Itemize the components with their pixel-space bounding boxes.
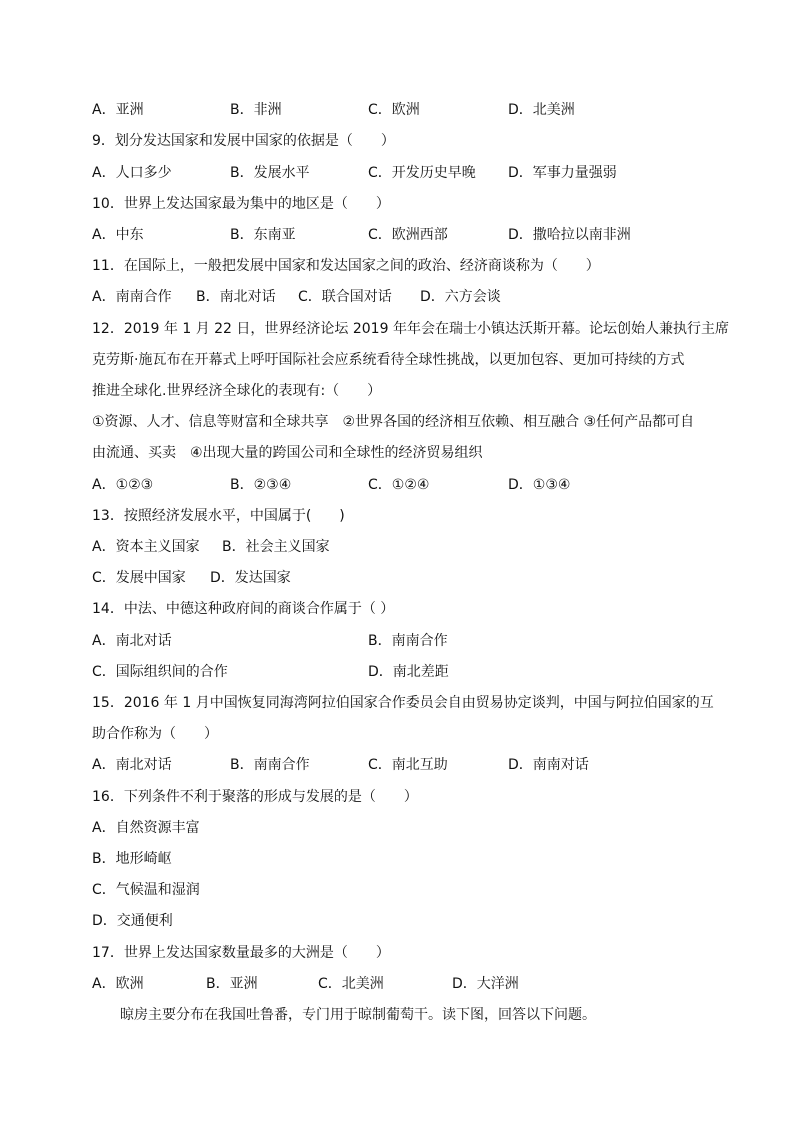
q12-statement-line-1: ①资源、人才、信息等财富和全球共享 ②世界各国的经济相互依赖、相互融合 ③任何产品都可自 xyxy=(92,414,695,430)
q13-option-c: C．发展中国家 xyxy=(92,570,186,586)
q16-option-c: C．气候温和湿润 xyxy=(92,882,200,898)
q8-option-b: B．非洲 xyxy=(230,102,282,118)
q16-option-a: A．自然资源丰富 xyxy=(92,820,200,836)
q12-statement-line-2: 由流通、买卖 ④出现大量的跨国公司和全球性的经济贸易组织 xyxy=(92,445,483,461)
q13-option-d: D．发达国家 xyxy=(210,570,291,586)
q15-stem-line-1: 15．2016 年 1 月中国恢复同海湾阿拉伯国家合作委员会自由贸易协定谈判，中国与阿拉伯国家的互 xyxy=(92,695,714,711)
q10-option-b: B．东南亚 xyxy=(230,227,296,243)
q12-stem-line-3: 推进全球化.世界经济全球化的表现有:（ ） xyxy=(92,383,382,399)
q9-option-a: A．人口多少 xyxy=(92,165,172,181)
q13-option-b: B．社会主义国家 xyxy=(222,539,330,555)
q11-option-a: A．南南合作 xyxy=(92,289,172,305)
q14-stem: 14．中法、中德这种政府间的商谈合作属于（ ） xyxy=(92,601,395,617)
q14-option-b: B．南南合作 xyxy=(368,633,448,649)
q16-option-d: D．交通便利 xyxy=(92,913,173,929)
q12-option-a: A．①②③ xyxy=(92,477,154,493)
q17-stem: 17．世界上发达国家数量最多的大洲是（ ） xyxy=(92,945,390,961)
q8-option-c: C．欧洲 xyxy=(368,102,420,118)
q12-stem-line-1: 12．2019 年 1 月 22 日，世界经济论坛 2019 年年会在瑞士小镇达沃斯开幕。论坛创始人兼执行主席 xyxy=(92,321,729,337)
q15-option-a: A．南北对话 xyxy=(92,757,172,773)
q17-option-a: A．欧洲 xyxy=(92,976,144,992)
q11-option-c: C．联合国对话 xyxy=(298,289,392,305)
q15-option-c: C．南北互助 xyxy=(368,757,448,773)
q13-option-a: A．资本主义国家 xyxy=(92,539,200,555)
q15-option-b: B．南南合作 xyxy=(230,757,310,773)
q9-option-d: D．军事力量强弱 xyxy=(508,165,617,181)
q17-option-c: C．北美洲 xyxy=(318,976,384,992)
q8-option-a: A．亚洲 xyxy=(92,102,144,118)
q13-stem: 13．按照经济发展水平，中国属于( ) xyxy=(92,508,345,524)
q16-stem: 16．下列条件不利于聚落的形成与发展的是（ ） xyxy=(92,789,418,805)
q9-stem: 9．划分发达国家和发展中国家的依据是（ ） xyxy=(92,133,395,149)
q14-option-d: D．南北差距 xyxy=(368,664,449,680)
q11-option-b: B．南北对话 xyxy=(196,289,276,305)
q15-stem-line-2: 助合作称为（ ） xyxy=(92,726,218,742)
q8-option-d: D．北美洲 xyxy=(508,102,575,118)
reading-passage-intro: 晾房主要分布在我国吐鲁番，专门用于晾制葡萄干。读下图，回答以下问题。 xyxy=(120,1007,596,1023)
q10-stem: 10．世界上发达国家最为集中的地区是（ ） xyxy=(92,196,390,212)
q16-option-b: B．地形崎岖 xyxy=(92,851,172,867)
q12-option-c: C．①②④ xyxy=(368,477,430,493)
q12-stem-line-2: 克劳斯·施瓦布在开幕式上呼吁国际社会应系统看待全球性挑战，以更加包容、更加可持续的方式 xyxy=(92,352,685,368)
q9-option-c: C．开发历史早晚 xyxy=(368,165,476,181)
q10-option-a: A．中东 xyxy=(92,227,144,243)
q12-option-b: B．②③④ xyxy=(230,477,292,493)
q10-option-d: D．撒哈拉以南非洲 xyxy=(508,227,631,243)
q14-option-c: C．国际组织间的合作 xyxy=(92,664,228,680)
q17-option-b: B．亚洲 xyxy=(206,976,258,992)
q11-stem: 11．在国际上，一般把发展中国家和发达国家之间的政治、经济商谈称为（ ） xyxy=(92,258,600,274)
q9-option-b: B．发展水平 xyxy=(230,165,310,181)
q12-option-d: D．①③④ xyxy=(508,477,571,493)
q14-option-a: A．南北对话 xyxy=(92,633,172,649)
q17-option-d: D．大洋洲 xyxy=(452,976,519,992)
q15-option-d: D．南南对话 xyxy=(508,757,589,773)
q11-option-d: D．六方会谈 xyxy=(420,289,501,305)
q10-option-c: C．欧洲西部 xyxy=(368,227,448,243)
